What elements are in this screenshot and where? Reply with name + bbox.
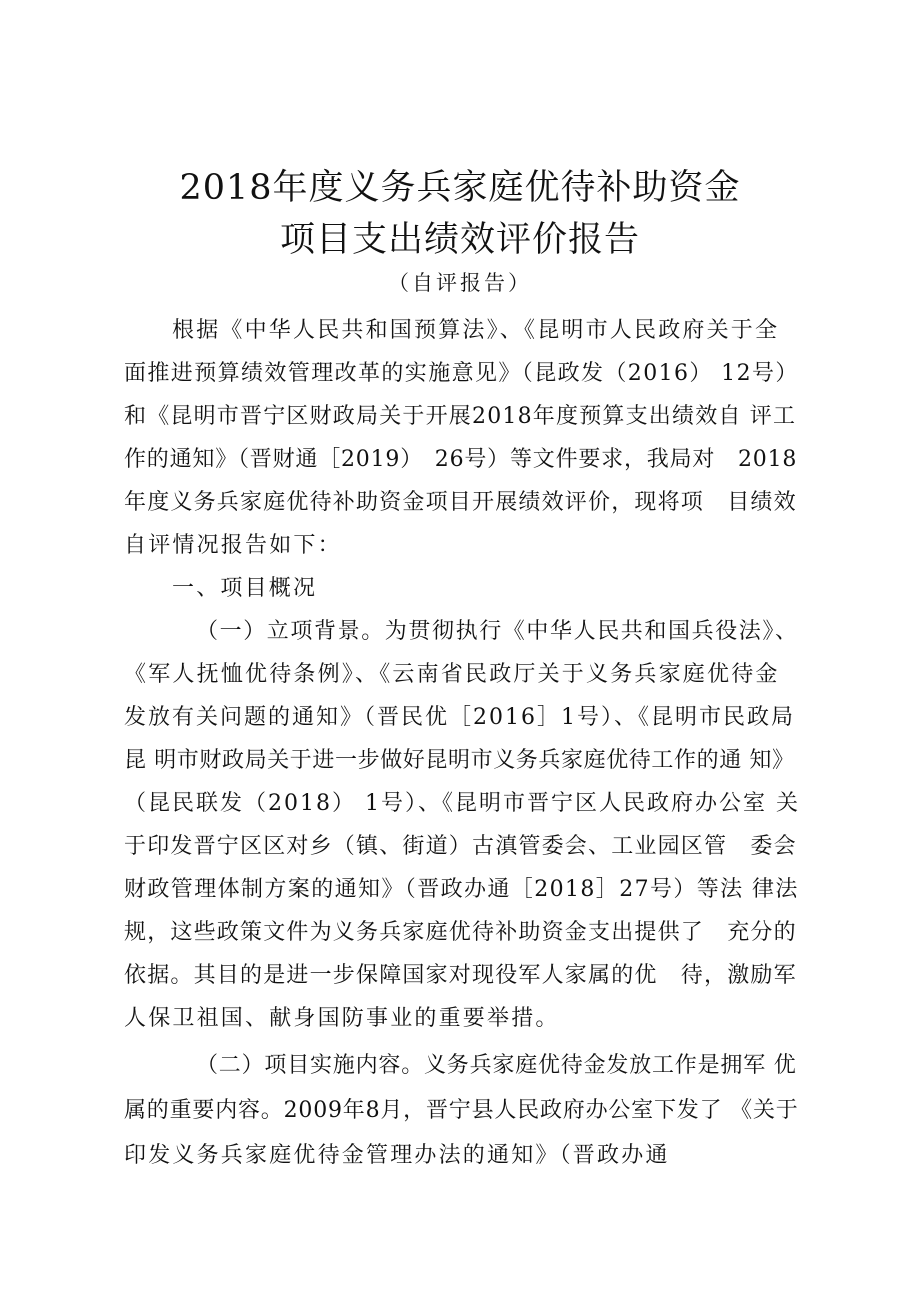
body-line: 人保卫祖国、献身国防事业的重要举措。 [124,1006,560,1031]
body-line: 面推进预算绩效管理改革的实施意见》（昆政发（2016） 12号） [124,361,799,386]
body-line: 依据。其目的是进一步保障国家对现役军人家属的优 待，激励军 [124,963,797,988]
body-line: 根据《中华人民共和国预算法》、《昆明市人民政府关于全 [172,318,780,343]
body-line: 昆 明市财政局关于进一步做好昆明市义务兵家庭优待工作的通 知》 [124,748,795,773]
report-subtitle: （自评报告） [388,271,532,295]
body-line: 《军人抚恤优待条例》、《云南省民政厅关于义务兵家庭优待金 [124,662,780,687]
body-line: （昆民联发（2018） 1号）、《昆明市晋宁区人民政府办公室 关 [124,791,800,816]
body-line: 属的重要内容。2009年8月，晋宁县人民政府办公室下发了 《关于 [124,1098,799,1123]
body-line: 印发义务兵家庭优待金管理办法的通知》（晋政办通 [124,1143,670,1168]
body-line: 发放有关问题的通知》（晋民优［2016］1号）、《昆明市民政局 [124,705,795,730]
body-line: （一）立项背景。为贯彻执行《中华人民共和国兵役法》、 [196,619,799,644]
section-heading: 一、项目概况 [172,576,318,601]
body-line: 于印发晋宁区区对乡（镇、街道）古滇管委会、工业园区管 委会 [124,834,797,859]
body-line: （二）项目实施内容。义务兵家庭优待金发放工作是拥军 优 [196,1053,797,1078]
body-line: 规，这些政策文件为义务兵家庭优待补助资金支出提供了 充分的 [124,920,797,945]
body-line: 和《昆明市晋宁区财政局关于开展2018年度预算支出绩效自 评工 [124,404,797,429]
body-line: 作的通知》（晋财通［2019） 26号）等文件要求，我局对 2018 [124,447,798,472]
body-line: 年度义务兵家庭优待补助资金项目开展绩效评价，现将项 目绩效 [124,490,797,515]
body-line: 财政管理体制方案的通知》（晋政办通［2018］27号）等法 律法 [124,877,799,902]
body-line: 自评情况报告如下： [124,533,342,558]
report-title-line-1: 2018年度义务兵家庭优待补助资金 [179,168,741,208]
report-title-line-2: 项目支出绩效评价报告 [279,220,640,260]
